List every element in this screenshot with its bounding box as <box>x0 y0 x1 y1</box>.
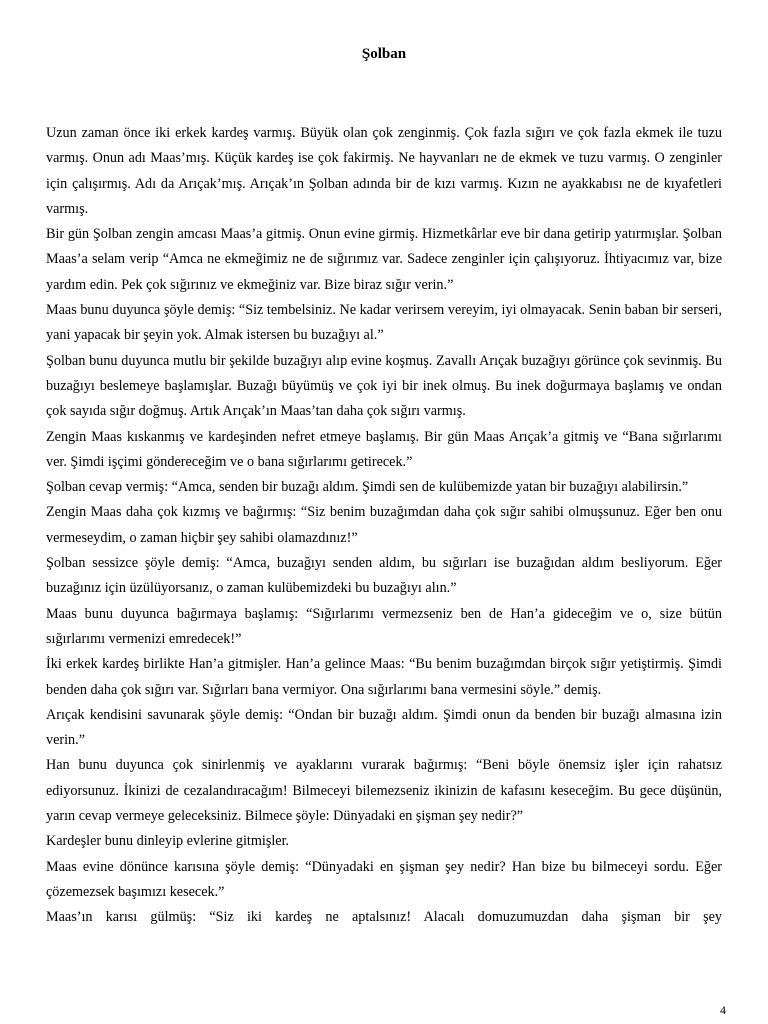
paragraph: Maas bunu duyunca bağırmaya başlamış: “Sığırlarımı vermezseniz ben de Han’a gideceğim ve o, size bütün sığırlarımı vermenizi emredecek!” <box>46 605 722 647</box>
page-title: Şolban <box>361 46 407 62</box>
paragraph-continued: Maas’ın karısı gülmüş: “Siz iki kardeş ne aptalsınız! Alacalı domuzumuzdan daha şişman bir şey <box>46 909 722 926</box>
story-body <box>46 121 722 977</box>
paragraph: Maas evine dönünce karısına şöyle demiş: “Dünyadaki en şişman şey nedir? Han bize bu bilmeceyi sordu. Eğer çözemezsek başımızı kesecek.” <box>46 858 722 900</box>
paragraph: Zengin Maas kıskanmış ve kardeşinden nefret etmeye başlamış. Bir gün Maas Arıçak’a gitmiş ve “Bana sığırlarımı ver. Şimdi işçimi göndereceğim ve o bana sığırlarımı getirecek.” <box>46 428 722 470</box>
paragraph: Bir gün Şolban zengin amcası Maas’a gitmiş. Onun evine girmiş. Hizmetkârlar eve bir dana getirip yatırmışlar. Şolban Maas’a selam verip “Amca ne ekmeğimiz ne de sığırımız var. Sadece zenginler için çalışıyoruz. İhtiyacımız var, bize yardım edin. Pek çok sığırınız ve ekmeğiniz var. Bize biraz sığır verin.” <box>46 226 722 293</box>
paragraph: Şolban sessizce şöyle demiş: “Amca, buzağıyı senden aldım, bu sığırları ise buzağıdan aldım besliyorum. Eğer buzağınız için üzülüyorsanız, o zaman kulübemizdeki bu buzağıyı alın.” <box>46 555 722 597</box>
paragraph: Maas bunu duyunca şöyle demiş: “Siz tembelsiniz. Ne kadar verirsem vereyim, iyi olmayacak. Senin baban bir serseri, yani yapacak bir şeyin yok. Almak istersen bu buzağıyı al.” <box>46 302 722 344</box>
paragraph: Uzun zaman önce iki erkek kardeş varmış. Büyük olan çok zenginmiş. Çok fazla sığırı ve çok fazla ekmek ile tuzu varmış. Onun adı Maas’mış. Küçük kardeş ise çok fakirmiş. Ne hayvanları ne de ekmek ve tuzu varmış. O zenginler için çalışırmış. Adı da Arıçak’mış. Arıçak’ın Şolban adında bir de kızı varmış. Kızın ne ayakkabısı ne de kıyafetleri varmış. <box>46 125 722 217</box>
paragraph: Zengin Maas daha çok kızmış ve bağırmış: “Siz benim buzağımdan daha çok sığır sahibi olmuşsunuz. Eğer ben onu vermeseydim, o zaman hiçbir şey sahibi olamazdınız!” <box>46 504 722 546</box>
paragraph: İki erkek kardeş birlikte Han’a gitmişler. Han’a gelince Maas: “Bu benim buzağımdan birçok sığır yetiştirmiş. Şimdi benden daha çok sığırı var. Sığırları bana vermiyor. Ona sığırlarımı bana vermesini söyle.” demiş. <box>46 656 722 698</box>
page-number: 4 <box>720 1003 726 1017</box>
paragraph: Şolban bunu duyunca mutlu bir şekilde buzağıyı alıp evine koşmuş. Zavallı Arıçak buzağıyı görünce çok sevinmiş. Bu buzağıyı beslemeye başlamışlar. Buzağı büyümüş ve çok iyi bir inek olmuş. Bu inek doğurmaya başlamış ve ondan çok sayıda sığır doğmuş. Artık Arıçak’ın Maas’tan daha çok sığırı varmış. <box>46 352 722 420</box>
paragraph: Şolban cevap vermiş: “Amca, senden bir buzağı aldım. Şimdi sen de kulübemizde yatan bir buzağıyı alabilirsin.” <box>46 479 689 496</box>
paragraph: Kardeşler bunu dinleyip evlerine gitmişler. <box>46 833 290 850</box>
paragraph: Han bunu duyunca çok sinirlenmiş ve ayaklarını vurarak bağırmış: “Beni böyle önemsiz işler için rahatsız ediyorsunuz. İkinizi de cezalandıracağım! Bilmeceyi bilemezseniz ikinizin de kafasını keseceğim. Bu gece düşünün, yarın cevap vermeye geleceksiniz. Bilmece şöyle: Dünyadaki en şişman şey nedir?” <box>46 757 722 825</box>
paragraph: Arıçak kendisini savunarak şöyle demiş: “Ondan bir buzağı aldım. Şimdi onun da benden bir buzağı almasına izin verin.” <box>46 706 722 749</box>
